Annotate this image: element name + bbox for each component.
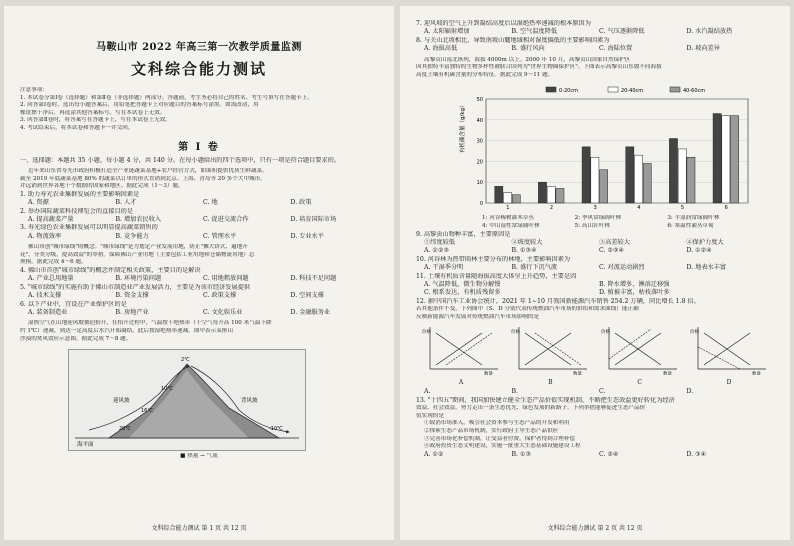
option: B. 盛行风向: [511, 45, 545, 53]
bar: [731, 116, 739, 203]
notice-item: 3. 回答第Ⅱ卷时，将答案写在答题卡上，写在本试卷上无效。: [20, 117, 171, 124]
question-6-options: [20, 309, 378, 317]
supply-demand-graph: [601, 325, 679, 375]
question-12-line: 反映新能源汽车发展对传统燃油汽车市场影响的是: [416, 313, 540, 320]
passage-line: 近年来山东省寿光市政府积极打造全产业链蔬菜基地+农户经营方式，如面积提供优质生鲜蔬菜。: [28, 167, 268, 174]
option: ④保护力度大: [686, 239, 724, 246]
question-12-line: 若其他条件不变，下列图中（S、D 分别代表传统燃油汽车市场的供给和需求曲线）能正确: [416, 306, 639, 313]
option: A. 装备制造业: [28, 309, 68, 316]
notice-item: 橡皮擦干净后，再选涂其他答案标号。写在本试卷上无效。: [20, 109, 166, 116]
option: A. 海拔高低: [424, 45, 458, 53]
passage-line: 截至 2019 年底蔬菜基地 80% 的蔬菜以订单的形式直销到北京、上海、青岛等 20 多个大中城市。: [20, 175, 266, 182]
option: B. 盛行下沉气流: [511, 264, 558, 272]
fig-label: 海平面: [77, 442, 94, 449]
passage-line: 约 1℃）递减，到达一定高度后水汽开始凝结，此后按湿绝热率递减。图中表示某座山: [20, 328, 233, 334]
category-note: 5: 高山针叶林: [574, 223, 610, 229]
question-5: 5. "城市绿线"的实施有助于佛山市制造业产业发展活力，主要是为该市经济发展提供: [20, 283, 251, 291]
option: C. 政策支撑: [203, 292, 237, 300]
x-tick-label: 2: [549, 205, 554, 212]
bar: [591, 158, 599, 204]
axis-quantity-label: 数量: [484, 372, 493, 376]
y-tick-label: 0: [479, 201, 483, 208]
option: B. 竞争能力: [115, 232, 149, 240]
option: C. ②③④: [599, 247, 625, 255]
exam-title: 文科综合能力测试: [130, 60, 267, 78]
bar: [582, 147, 590, 203]
question-5-options: [20, 292, 378, 300]
option: B. 增加农民收入: [115, 215, 162, 223]
x-tick-label: 4: [637, 205, 641, 212]
bar: [495, 187, 503, 204]
fig-label: 背风坡: [241, 398, 258, 405]
page-1: [4, 6, 394, 540]
panel-a: [422, 325, 500, 386]
legend-swatch: [546, 87, 556, 92]
option: D. 空间支撑: [290, 292, 324, 300]
legend-swatch: [670, 87, 680, 92]
supply-demand-graph: [422, 325, 500, 375]
mountain-figure: [68, 349, 306, 451]
question-8: 8. 与关山北坡相比，导致南坡山麓地域相对湿度偏低的主要影响因素为: [416, 36, 610, 44]
question-10-options: [416, 264, 774, 272]
x-tick-label: 3: [593, 205, 597, 212]
bar: [713, 114, 721, 203]
legend-label: 0-20cm: [559, 88, 578, 95]
bar: [503, 193, 511, 203]
question-13-options: [416, 451, 774, 459]
chart-notes: [482, 215, 756, 230]
option: A. 太阳辐射增加: [424, 28, 470, 36]
fig-label: 10℃: [161, 386, 173, 393]
legend-label: 40-60cm: [683, 88, 706, 95]
fig-label: 20℃: [119, 426, 131, 433]
option: C. 文化娱乐业: [203, 309, 243, 316]
option: D. 政策: [290, 199, 312, 207]
y-tick-label: 30: [476, 139, 483, 146]
category-note: 4: 中山湿性常绿阔叶林: [482, 223, 540, 229]
y-axis-label: 有机碳含量（g/kg）: [460, 102, 466, 154]
panel-b: [511, 325, 589, 386]
option: D. 金融服务业: [290, 309, 331, 316]
question-10: 10. 河谷林为热带雨林主要分布的林地，主要影响因素为: [416, 255, 571, 263]
page-footer: 文科综合能力测试 第 1 页 共 12 页: [151, 525, 247, 532]
x-tick-label: 6: [724, 205, 728, 212]
option: C.: [599, 388, 606, 396]
panel-d: [690, 325, 768, 386]
option: D. 科技不足问题: [290, 275, 337, 283]
option: D. ①②④: [686, 247, 712, 255]
passage-line: 并远销到世界各地十个数据的国家和地区。据此完成（1～3）题。: [20, 183, 184, 190]
option: A. 物流效率: [28, 232, 62, 240]
option: B. 空气温度降低: [511, 28, 558, 36]
notice-item: 4. 考试结束后，将本试卷和答题卡一并交回。: [20, 124, 134, 131]
bar: [547, 187, 555, 204]
option: B. ①③④: [511, 247, 537, 255]
option: D. 坡向差异: [686, 45, 720, 53]
y-tick-label: 50: [476, 97, 483, 104]
option: B. 人才: [115, 199, 137, 207]
bar: [512, 195, 520, 203]
option: A.: [424, 388, 431, 396]
question-8-options: [416, 45, 774, 53]
question-6: 6. 以下产业中，宜设在产业保护区的是: [20, 300, 127, 308]
option: D. 植被丰富，枯枝落叶多: [599, 289, 670, 297]
chart-bars: [495, 114, 739, 203]
option: C. 地: [203, 199, 218, 207]
option: C. 气压逐渐降低: [599, 28, 645, 36]
axis-quantity-label: 数量: [662, 372, 672, 376]
option: B. 环境污染问题: [115, 275, 162, 283]
option: C. 对流运动剧烈: [599, 264, 645, 272]
bar: [678, 149, 686, 203]
legend-label: 20-40cm: [621, 88, 644, 95]
axis-price-label: 价格: [600, 330, 610, 336]
option: D. 专业水平: [290, 232, 324, 240]
axis-quantity-label: 数量: [573, 372, 583, 376]
option: B. 房地产业: [115, 309, 149, 316]
option: C. 管理水平: [203, 232, 237, 240]
axis-quantity-label: 数量: [751, 372, 761, 376]
bar: [669, 139, 677, 203]
passage-line: 沙漠的焚风效应示意图。据此完成 7～8 题。: [20, 335, 132, 342]
option: ①纬度较低: [424, 239, 455, 246]
supply-demand-graph: [690, 325, 768, 375]
notice-heading: 注意事项：: [20, 87, 48, 93]
option: D. 水汽凝结放热: [686, 28, 733, 36]
question-11: 11. 土壤有机质含量随海拔高度大体呈上升趋势，主要是因: [416, 272, 577, 280]
option: C. 海陆位置: [599, 45, 633, 53]
bar: [538, 183, 546, 204]
axis-price-label: 价格: [511, 330, 521, 336]
axis-price-label: 价格: [689, 330, 699, 336]
question-1: 1. 助力寿光农业集群发展的主要影响因素是: [20, 190, 140, 198]
passage-line: 高度土壤有机碳含量的分布特征。据此完成 9～11 题。: [416, 71, 554, 78]
y-tick-label: 40: [476, 118, 483, 125]
option: ③高差较大: [599, 239, 630, 246]
bar: [556, 189, 564, 204]
bar: [643, 164, 651, 204]
question-9-options: [416, 247, 774, 255]
option: D. ③④: [686, 450, 707, 458]
question-2: 2. 举办国际蔬菜科技博览会的直接目的是: [20, 207, 134, 215]
passage-line: 湿热空气在山地迎风坡被迫抬升，在抬升过程中，气温按干绝热率（干空气每升高 100 米气温下降: [28, 320, 272, 327]
page-2: [400, 6, 790, 540]
fig-label: 16℃: [141, 408, 153, 415]
y-tick-label: 10: [476, 180, 483, 187]
page-footer: 文科综合能力测试 第 2 页 共 12 页: [547, 525, 643, 532]
passage-line: 因其独特丰富独特的生物多样性被联合国列为"世界生物圈保护区"。下图表示高黎贡山东坡不同海拔: [416, 64, 662, 71]
question-12-options: [416, 388, 774, 396]
question-13-item: ④政府投资生态文明建设，实施一批重大生态基础设施建设工程: [424, 443, 581, 450]
option: A. 资源: [28, 199, 49, 207]
panel-label: B: [548, 379, 553, 387]
option: B.: [511, 388, 519, 396]
bar: [722, 116, 730, 203]
legend-swatch: [608, 87, 618, 92]
question-12: 12. 据中国汽车工业协会统计，2021 年 1~10 月我国新能源汽车销售 254.2 万辆，同比增长 1.8 倍。: [416, 297, 700, 305]
option: C. 根系发达，有机质残留多: [424, 289, 501, 297]
question-2-options: [20, 216, 378, 224]
question-4-options: [20, 275, 378, 283]
question-13-item: ③完善市场化补偿机制，让受益者付费，保护者得到合理补偿: [424, 435, 576, 442]
option: A. 干湿季分明: [424, 264, 464, 272]
option: A. 产业总用地量: [28, 275, 74, 283]
y-tick-label: 20: [476, 159, 483, 166]
question-3: 3. 寿光绿色农业集群发展可以明显提高蔬菜销售的: [20, 224, 158, 232]
mountain-diagram: [69, 350, 305, 450]
fig-label: 2℃: [181, 357, 190, 364]
question-7-options: [416, 28, 774, 36]
passage-line: 高黎贡山南北纵列，海拔 4000m 以上。2000 年 10 月，高黎贡山国家自然保护区: [424, 56, 631, 63]
question-9-items: [416, 239, 774, 247]
soil-carbon-chart: [456, 83, 756, 230]
question-13-item: ②探索生态产品市场机制，实行政府主导生态产品供应: [424, 428, 559, 435]
bar-chart-svg: [456, 83, 756, 211]
option: B. 资金支撑: [115, 292, 149, 300]
option: D. 培育国际市场: [290, 215, 337, 223]
option: B. ①③: [511, 450, 532, 458]
option: D. 地表水丰富: [686, 264, 727, 272]
option: B. 降水增多，淋溶迁移强: [599, 281, 670, 289]
chart-axes: [477, 97, 748, 211]
question-13: 13. "十四五"期间，我国加快建立健全生态产品价值实现机制，不断把生态效益更好转化为经济: [416, 396, 675, 404]
notice-item: 1. 本试卷分第Ⅰ卷（选择题）和第Ⅱ卷（非选择题）两部分。答题前，考生务必将自己的姓名、考生号填写在答题卡上。: [20, 94, 313, 101]
option: D.: [686, 388, 694, 396]
bar: [626, 147, 634, 203]
question-3-options: [20, 233, 378, 241]
option: A. 提高蔬菜产量: [28, 215, 74, 223]
chart-legend: [546, 87, 705, 94]
question-13-line: 值实现的是: [416, 412, 444, 419]
category-note: 1: 河谷稀树灌木草丛: [482, 215, 534, 222]
option: C. ②④: [599, 450, 619, 458]
axis-price-label: 价格: [422, 330, 431, 336]
option: A. ①②③: [424, 247, 450, 255]
panel-label: A: [458, 379, 464, 387]
category-note: 6: 寒温性灌丛草甸: [667, 223, 714, 229]
category-note: 3: 半湿润常绿阔叶林: [667, 215, 720, 222]
panel-c: [601, 325, 679, 386]
question-13-line: 效益、社会效益，努力走出一条生态优先、绿色发展的新路子。下列举措能够促进生态产品价: [416, 405, 646, 412]
option: C. 用地粗放问题: [203, 275, 249, 283]
fig-label: -10℃: [269, 426, 283, 433]
question-7: 7. 迎风坡的空气上升到凝结高度后以湿绝热率递减的根本原因为: [416, 20, 591, 27]
passage-line: 花"，分类分级，提高效益"的举措。保障佛山产业用地（主要包括工业用地和仓储物流用地）总: [20, 251, 255, 258]
option: A. ①②: [424, 450, 444, 458]
supply-demand-panels: [422, 325, 768, 386]
question-11-options: [416, 289, 774, 297]
option: C. 促进交流合作: [203, 215, 249, 223]
option: ②坡度较大: [511, 239, 543, 246]
question-13-item: ①取消市场准入，吸引社会资本参与生态产品的开发和利用: [424, 420, 570, 427]
option: A. 技术支撑: [28, 292, 62, 300]
figure-caption: ■ 热量 → 气流: [180, 453, 218, 460]
passage-line: 佛山市创"城市绿线"的概念。"城市绿线"是为划定产业发展用地，防止"摊大饼式、遍地开: [28, 244, 248, 251]
notice-item: 2. 回答第Ⅰ卷时，选出每小题答案后，用铅笔把答题卡上对应题目的答案标号涂黑。如需改动，用: [20, 102, 259, 109]
option: A. 气温降低，微生物分解慢: [424, 281, 501, 289]
bar: [600, 170, 608, 203]
panel-label: D: [726, 379, 732, 387]
x-tick-label: 1: [506, 205, 510, 212]
panel-label: C: [637, 379, 642, 387]
fig-label: 迎风坡: [113, 398, 130, 405]
section-instruction: 一、选择题：本题共 35 小题，每小题 4 分，共 140 分。在每小题给出的四个选项中，只有一项是符合题目要求的。: [20, 156, 341, 164]
exam-header: 马鞍山市 2022 年高三第一次教学质量监测: [96, 42, 302, 53]
bar: [634, 156, 642, 204]
question-4: 4. 佛山市首创"城市绿线"的概念并制定相关政策，主要目的是解决: [20, 266, 201, 274]
section-heading: 第 Ⅰ 卷: [178, 141, 220, 153]
plot-frame: [486, 99, 748, 203]
x-tick-label: 5: [680, 205, 685, 212]
passage-line: 规模。据此完成 4～6 题。: [20, 259, 87, 266]
bar: [687, 158, 695, 204]
supply-demand-graph: [511, 325, 589, 375]
question-1-options: [20, 199, 378, 207]
category-note: 2: 季风常绿阔叶林: [574, 215, 622, 222]
question-9: 9. 高黎贡山物种丰富，主要原因是: [416, 230, 511, 238]
